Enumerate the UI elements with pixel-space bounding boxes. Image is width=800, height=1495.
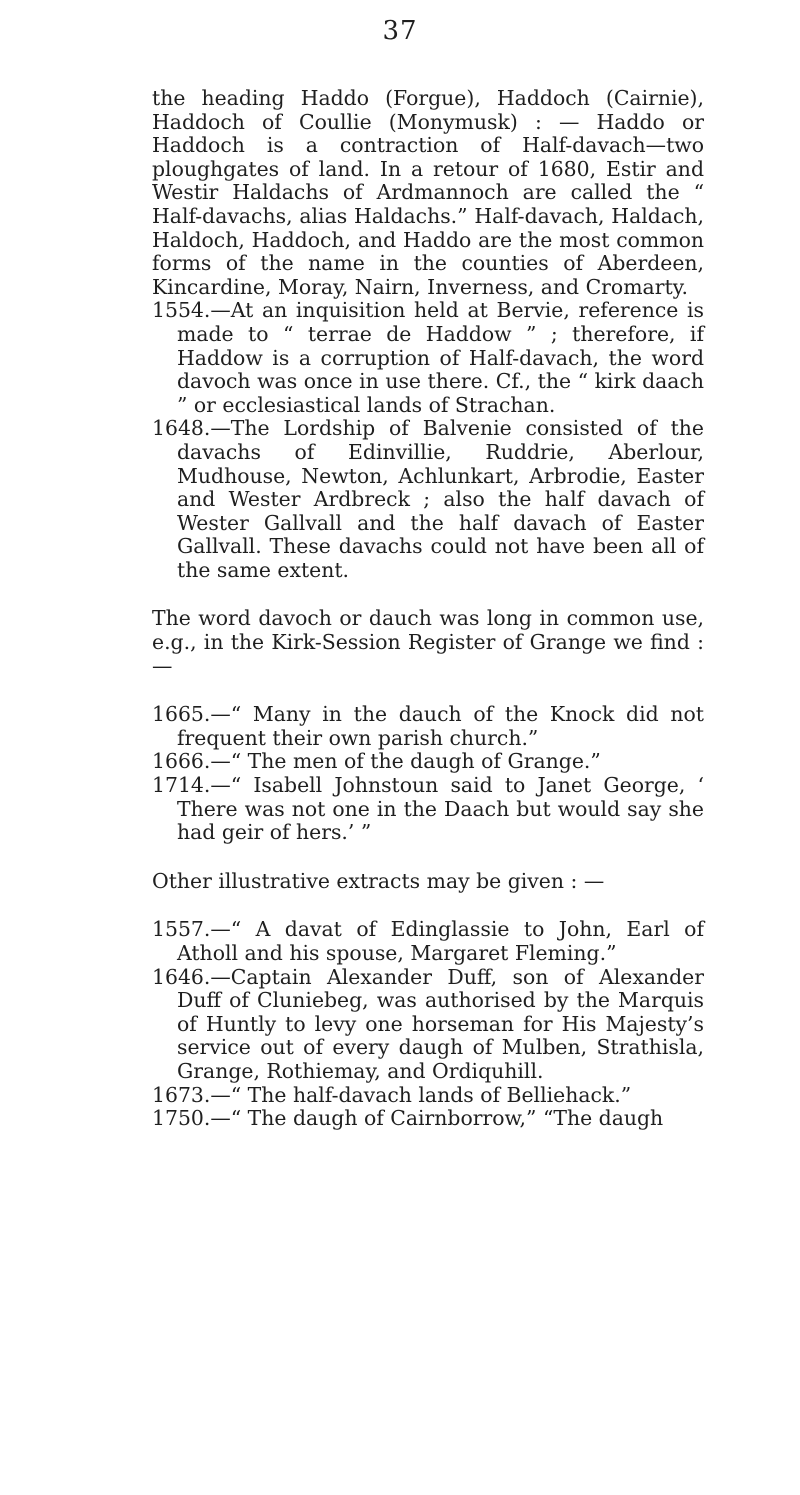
body-paragraph-davoch: The word davoch or dauch was long in common use, e.g., in the Kirk-Session Register of Grange we find : — — [152, 606, 704, 678]
paragraph-gap — [152, 893, 704, 918]
dated-entry-1750: 1750.—“ The daugh of Cairnborrow,” “The daugh — [152, 1106, 664, 1131]
dated-entry-1554: 1554.—At an inquisition held at Bervie, reference is made to “ terrae de Haddow ” ; therefore, if Haddow is a corruption of Half-davach, the word davoch was once in use there. Cf., the “ kirk daach ” or ecclesiastical lands of Strachan. — [152, 298, 704, 417]
dated-entry-1648: 1648.—The Lordship of Balvenie consisted of the davachs of Edinvillie, Ruddrie, Aberlour, Mudhouse, Newton, Achlunkart, Arbrodie, Easter and Wester Ardbreck ; also the half davach of Wester Gallvall and the half davach of Easter Gallvall. These davachs could not have been all of the same extent. — [152, 416, 704, 582]
dated-entry-1646: 1646.—Captain Alexander Duff, son of Alexander Duff of Cluniebeg, was authorised by the Marquis of Huntly to levy one horseman for His Majesty’s service out of every daugh of Mulben, Strathisla, Grange, Rothiemay, and Ordiquhill. — [152, 964, 704, 1083]
dated-entry-1673: 1673.—“ The half-davach lands of Belliehack.” — [152, 1082, 632, 1107]
paragraph-gap — [152, 582, 704, 607]
page-number: 37 — [382, 16, 418, 46]
body-paragraph-extracts: Other illustrative extracts may be given : — — [152, 868, 605, 893]
dated-entry-1665: 1665.—“ Many in the dauch of the Knock did not frequent their own parish church.” — [152, 702, 704, 750]
paragraph-gap — [152, 678, 704, 703]
dated-entry-1557: 1557.—“ A davat of Edinglassie to John, Earl of Atholl and his spouse, Margaret Fleming.” — [152, 917, 704, 965]
intro-paragraph: the heading Haddo (Forgue), Haddoch (Cairnie), Haddoch of Coullie (Monymusk) : — Haddo or Haddoch is a contraction of Half-davach—two ploughgates of land. In a retour of 1680, Estir and Westir Haldachs of Ardmannoch are called the “ Half-davachs, alias Haldachs.” Half-davach, Haldach, Haldoch, Haddoch, and Haddo are the most common forms of the name in the counties of Aberdeen, Kincardine, Moray, Nairn, Inverness, and Cromarty. — [152, 86, 704, 299]
dated-entry-1714: 1714.—“ Isabell Johnstoun said to Janet George, ‘ There was not one in the Daach but would say she had geir of hers.’ ” — [152, 773, 704, 845]
paragraph-gap — [152, 845, 704, 870]
page-body — [152, 87, 704, 1131]
dated-entry-1666: 1666.—“ The men of the daugh of Grange.” — [152, 749, 601, 774]
